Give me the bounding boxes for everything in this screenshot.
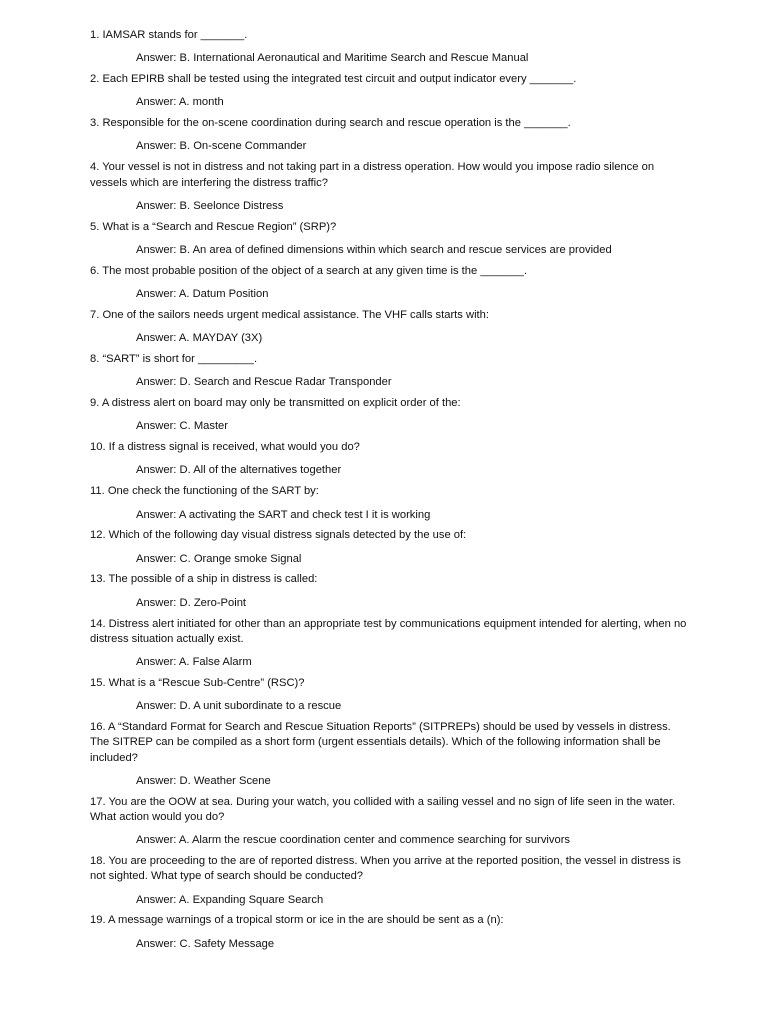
question-text: 6. The most probable position of the object of a search at any given time is the _______. [90, 264, 528, 277]
answer-text: Answer: B. On-scene Commander [136, 140, 307, 153]
question-text: 8. “SART” is short for _________. [90, 352, 258, 365]
question-list [90, 28, 690, 958]
question-text: 15. What is a “Rescue Sub-Centre” (RSC)? [90, 676, 305, 689]
question-text: 3. Responsible for the on-scene coordination during search and rescue operation is the _______. [90, 117, 571, 130]
qa-item-1 [90, 28, 690, 67]
question-text: 1. IAMSAR stands for _______. [90, 29, 248, 41]
qa-item-6 [90, 264, 690, 303]
qa-item-9 [90, 396, 690, 435]
qa-item-3 [90, 116, 690, 155]
qa-item-8 [90, 352, 690, 391]
qa-item-17 [90, 795, 690, 849]
answer-text: Answer: C. Orange smoke Signal [136, 552, 302, 565]
answer-text: Answer: D. Weather Scene [136, 774, 271, 787]
qa-item-18 [90, 854, 690, 908]
qa-item-16 [90, 720, 690, 789]
answer-text: Answer: B. International Aeronautical and Maritime Search and Rescue Manual [136, 52, 529, 65]
answer-text: Answer: A activating the SART and check test I it is working [136, 508, 431, 521]
question-text: 13. The possible of a ship in distress is called: [90, 573, 318, 586]
qa-item-15 [90, 676, 690, 715]
answer-text: Answer: A. Datum Position [136, 288, 269, 301]
qa-item-12 [90, 528, 690, 567]
question-text: 9. A distress alert on board may only be transmitted on explicit order of the: [90, 397, 461, 410]
answer-text: Answer: C. Master [136, 420, 229, 433]
qa-item-19 [90, 913, 690, 952]
answer-text: Answer: D. All of the alternatives together [136, 464, 342, 477]
qa-item-7 [90, 308, 690, 347]
qa-item-11 [90, 484, 690, 523]
answer-text: Answer: C. Safety Message [136, 937, 275, 950]
answer-text: Answer: B. An area of defined dimensions within which search and rescue services are provided [136, 243, 612, 256]
question-text: 11. One check the functioning of the SART by: [90, 485, 319, 498]
answer-text: Answer: A. month [136, 96, 224, 109]
answer-text: Answer: A. False Alarm [136, 656, 252, 669]
qa-item-5 [90, 220, 690, 259]
answer-text: Answer: B. Seelonce Distress [136, 199, 284, 212]
question-text: 17. You are the OOW at sea. During your watch, you collided with a sailing vessel and no sign of life seen in the water. What action would you do? [90, 795, 676, 823]
question-text: 18. You are proceeding to the are of reported distress. When you arrive at the reported position, the vessel in distress is not sighted. What type of search should be conducted? [90, 855, 681, 883]
answer-text: Answer: D. Search and Rescue Radar Transponder [136, 376, 392, 389]
answer-text: Answer: A. Expanding Square Search [136, 893, 324, 906]
question-text: 2. Each EPIRB shall be tested using the integrated test circuit and output indicator every _______. [90, 73, 577, 86]
question-text: 10. If a distress signal is received, what would you do? [90, 441, 360, 454]
qa-item-13 [90, 572, 690, 611]
question-text: 7. One of the sailors needs urgent medical assistance. The VHF calls starts with: [90, 308, 489, 321]
question-text: 12. Which of the following day visual distress signals detected by the use of: [90, 529, 467, 542]
question-text: 16. A “Standard Format for Search and Rescue Situation Reports” (SITPREPs) should be used by vessels in distress. The SITREP can be compiled as a short form (urgent essentials details). Which of the following information shall be included? [90, 721, 671, 764]
answer-text: Answer: D. A unit subordinate to a rescue [136, 700, 342, 713]
qa-item-2 [90, 72, 690, 111]
answer-text: Answer: A. Alarm the rescue coordination center and commence searching for survivors [136, 834, 571, 847]
question-text: 5. What is a “Search and Rescue Region” (SRP)? [90, 220, 337, 233]
answer-text: Answer: D. Zero-Point [136, 596, 247, 609]
qa-item-10 [90, 440, 690, 479]
question-text: 19. A message warnings of a tropical storm or ice in the are should be sent as a (n): [90, 914, 504, 927]
answer-text: Answer: A. MAYDAY (3X) [136, 332, 263, 345]
qa-item-4 [90, 160, 690, 214]
question-text: 14. Distress alert initiated for other than an appropriate test by communications equipment intended for alerting, when no distress situation actually exist. [90, 617, 687, 645]
question-text: 4. Your vessel is not in distress and not taking part in a distress operation. How would you impose radio silence on vessels which are interfering the distress traffic? [90, 161, 655, 189]
qa-item-14 [90, 617, 690, 671]
